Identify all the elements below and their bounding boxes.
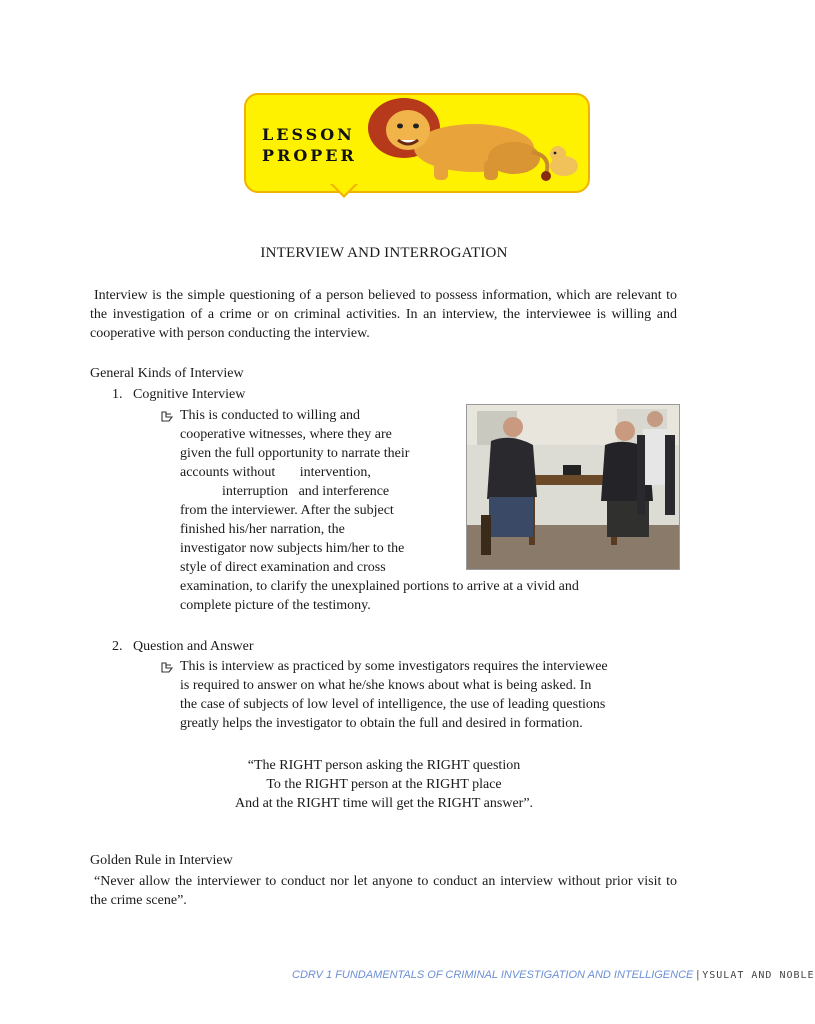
intro-paragraph: Interview is the simple questioning of a person believed to possess information, which are relevant to the investigation of a crime or on criminal activities. In an interview, the interviewee is willing and cooperative with person conducting the interview. (90, 288, 677, 341)
item1-label: 1. Cognitive Interview (112, 387, 246, 402)
kinds-heading: General Kinds of Interview (90, 366, 244, 381)
banner-title: LESSON PROPER (262, 125, 357, 165)
page-footer (292, 969, 815, 981)
item1-line: This is conducted to willing and (180, 408, 361, 423)
footer-authors: YSULAT AND NOBLE (702, 970, 815, 981)
item2-text-block (180, 657, 680, 733)
page-title: INTERVIEW AND INTERROGATION (260, 245, 508, 261)
footer-separator: | (696, 969, 700, 981)
item1-text-block (180, 406, 480, 577)
item1-line: cooperative witnesses, where they are (180, 427, 392, 442)
pointing-hand-icon (160, 660, 174, 674)
item2-line: the case of subjects of low level of intelligence, the use of leading questions (180, 697, 606, 712)
item1-line: complete picture of the testimony. (180, 598, 371, 613)
banner-tail-fill (332, 183, 356, 195)
quote-line: And at the RIGHT time will get the RIGHT answer”. (234, 796, 534, 811)
item2-line: is required to answer on what he/she knows about what is being asked. In (180, 678, 592, 693)
footer-course: CDRV 1 FUNDAMENTALS OF CRIMINAL INVESTIGATION AND INTELLIGENCE (292, 969, 694, 981)
golden-rule-heading: Golden Rule in Interview (90, 853, 233, 868)
item1-line: interruption and interference (180, 484, 390, 499)
quote-block (0, 756, 768, 813)
item1-line: style of direct examination and cross (180, 560, 386, 575)
quote-line: “The RIGHT person asking the RIGHT question (247, 758, 521, 773)
item1-line: examination, to clarify the unexplained portions to arrive at a vivid and (180, 579, 579, 594)
item1-text-continued (180, 577, 680, 615)
golden-rule-text: “Never allow the interviewer to conduct nor let anyone to conduct an interview without prior visit to the crime scene”. (90, 874, 677, 908)
item2-line: This is interview as practiced by some investigators requires the interviewee (180, 659, 608, 674)
quote-line: To the RIGHT person at the RIGHT place (266, 777, 502, 792)
lion-cartoon-icon (364, 96, 584, 186)
pointing-hand-icon (160, 409, 174, 423)
item1-line: investigator now subjects him/her to the (180, 541, 405, 556)
item1-line: from the interviewer. After the subject (180, 503, 394, 518)
item2-line: greatly helps the investigator to obtain the full and desired in formation. (180, 716, 583, 731)
item1-line: accounts without intervention, (180, 465, 371, 480)
item1-line: finished his/her narration, the (180, 522, 345, 537)
item1-line: given the full opportunity to narrate their (180, 446, 410, 461)
item2-label: 2. Question and Answer (112, 639, 254, 654)
interview-room-photo (466, 404, 680, 570)
